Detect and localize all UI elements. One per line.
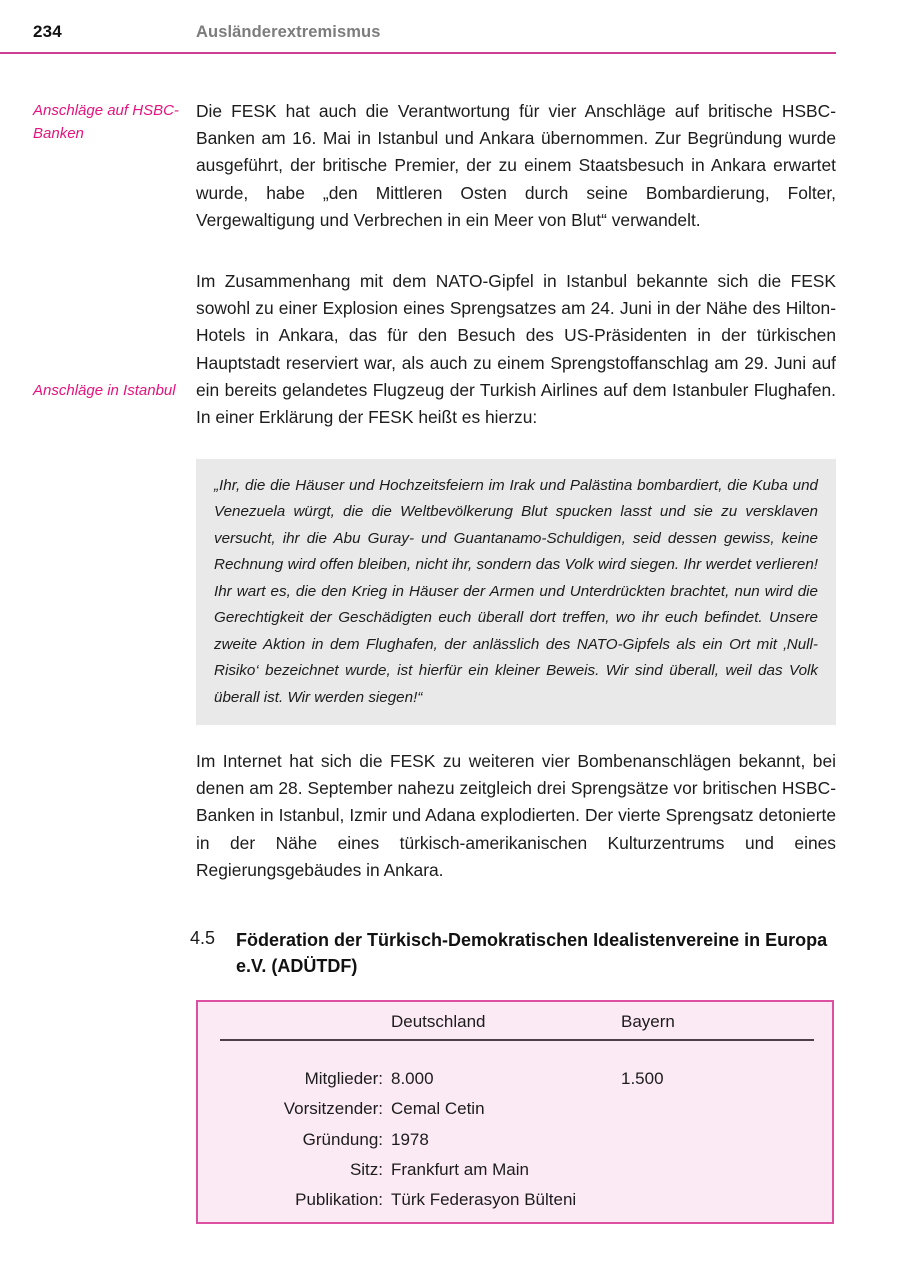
row-label-sitz: Sitz: <box>349 1159 383 1179</box>
margin-note-anschlaege-istanbul: Anschläge in Istanbul <box>33 382 176 399</box>
row-deutschland-sitz: Frankfurt am Main <box>391 1159 529 1179</box>
table-header-rule-cell <box>198 1039 832 1050</box>
table-row <box>198 1159 832 1189</box>
quotation-block <box>196 459 836 725</box>
body-paragraph-2: Im Zusammenhang mit dem NATO-Gipfel in Istanbul bekannte sich die FESK sowohl zu einer Explosion eines Sprengsatzes am 24. Juni in der Nähe des Hilton-Hotels in Ankara, das für den Besuch des US-Präsidenten in der türkischen Hauptstadt reserviert war, als auch zu einem Sprengstoffanschlag am 29. Juni auf ein bereits gelandetes Flugzeug der Turkish Airlines auf dem Istanbuler Flughafen. In einer Erklärung der FESK heißt es hierzu: <box>196 271 836 428</box>
table-header-rule <box>220 1039 814 1041</box>
section-number: 4.5 <box>190 928 216 948</box>
table-spacer-row <box>198 1050 832 1068</box>
page-number: 234 <box>33 22 62 41</box>
table-head <box>198 1012 832 1039</box>
body-paragraph-3: Im Internet hat sich die FESK zu weiteren vier Bombenanschlägen bekannt, bei denen am 28. September nahezu zeitgleich drei Sprengsätze vor britischen HSBC-Banken in Istanbul, Izmir und Adana explodierten. Der vierte Sprengsatz detonierte in der Nähe eines türkisch-amerikanischen Kulturzentrums und eines Regierungsgebäudes in Ankara. <box>196 751 836 880</box>
table-header-blank <box>198 1012 391 1039</box>
section-heading <box>190 928 846 979</box>
body-paragraph-1: Die FESK hat auch die Verantwortung für vier Anschläge auf britische HSBC-Banken am 16. Mai in Istanbul und Ankara übernommen. Zur Begründung wurde ausgeführt, der britische Premier, der zu einem Staatsbesuch in Ankara erwartet wurde, habe „den Mittleren Osten durch seine Bombardierung, Folter, Vergewaltigung und Verbrechen in ein Meer von Blut“ verwandelt. <box>196 101 836 230</box>
table-row <box>198 1189 832 1210</box>
table-row <box>198 1068 832 1098</box>
row-bayern-sitz <box>621 1159 832 1189</box>
row-deutschland-publikation: Türk Federasyon Bülteni <box>391 1190 577 1209</box>
organisation-info-table <box>198 1012 832 1210</box>
row-label-vorsitzender: Vorsitzender: <box>283 1099 383 1119</box>
table-body <box>198 1039 832 1210</box>
row-bayern-vorsitzender <box>621 1098 832 1128</box>
section-title: Föderation der Türkisch-Demokratischen Idealistenvereine in Europa e.V. (ADÜTDF) <box>236 930 828 976</box>
organisation-info-box <box>196 1000 834 1224</box>
quotation-text: „Ihr, die die Häuser und Hochzeitsfeiern im Irak und Palästina bombardiert, die Kuba und Venezuela würgt, die die Weltbevölkerung Blut spucken lasst und sie zu versklaven versucht, ihr die Abu Guray- und Guantanamo-Schuldigen, seid dessen gewiss, keine Rechnung wird offen bleiben, nicht ihr, sondern das Volk wird siegen. Ihr werdet verlieren! Ihr wart es, die den Krieg in Häuser der Armen und Unterdrückten brachtet, nun wird die Gerechtigkeit der Geschädigten euch überall dort treffen, wo ihr euch befindet. Unsere zweite Aktion in dem Flughafen, der anlässlich des NATO-Gipfels als ein Ort mit ‚Null-Risiko‘ bezeichnet wurde, ist hierfür ein kleiner Beweis. Wir sind überall, weil das Volk überall ist. Wir werden siegen!“ <box>214 477 818 706</box>
table-row <box>198 1129 832 1159</box>
row-label-mitglieder: Mitglieder: <box>304 1069 383 1088</box>
table-spacer-cell <box>198 1050 832 1068</box>
table-header-bayern: Bayern <box>621 1012 675 1031</box>
margin-note-anschlaege-hsbc: Anschläge auf HSBC-Banken <box>33 102 179 142</box>
header-rule <box>0 52 836 54</box>
row-label-gruendung: Gründung: <box>302 1129 383 1149</box>
table-header-rule-row <box>198 1039 832 1050</box>
table-header-deutschland: Deutschland <box>391 1012 486 1031</box>
row-label-publikation: Publikation: <box>295 1190 383 1209</box>
row-deutschland-vorsitzender: Cemal Cetin <box>391 1099 485 1119</box>
table-row <box>198 1098 832 1128</box>
running-head-title: Ausländerextremismus <box>196 23 381 41</box>
running-head <box>0 22 900 52</box>
row-deutschland-mitglieder: 8.000 <box>391 1069 434 1088</box>
row-bayern-mitglieder: 1.500 <box>621 1069 664 1088</box>
row-bayern-publikation <box>621 1189 832 1210</box>
table-header-row <box>198 1012 832 1039</box>
row-deutschland-gruendung: 1978 <box>391 1129 429 1149</box>
row-bayern-gruendung <box>621 1129 832 1159</box>
